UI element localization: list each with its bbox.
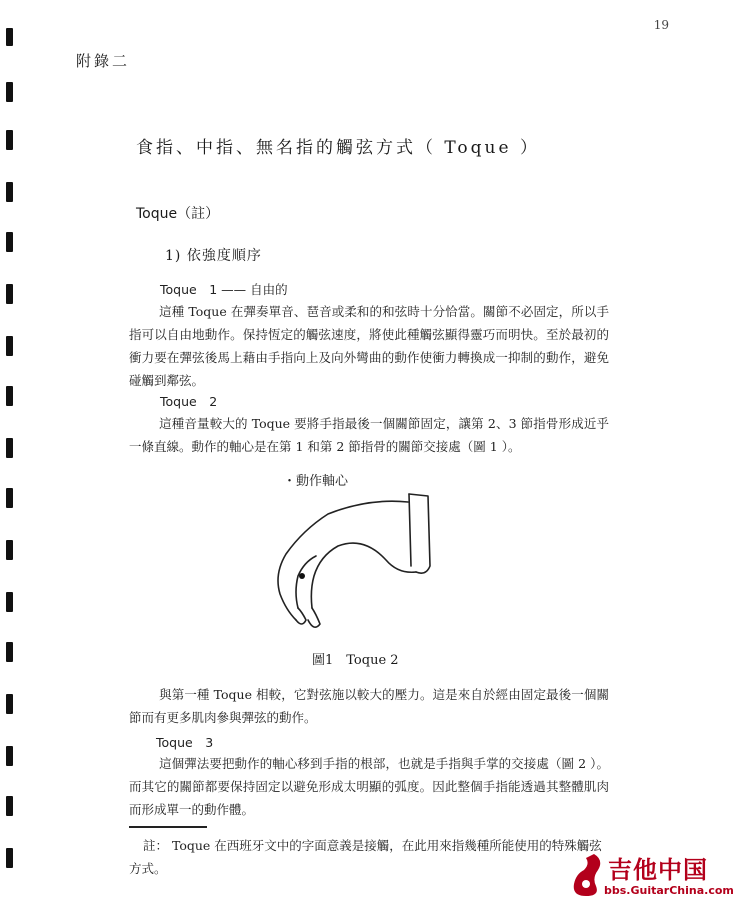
page-title: 食指、中指、無名指的觸弦方式（ Toque ）	[136, 138, 540, 158]
pivot-dot	[299, 573, 305, 579]
toque2-label: Toque 2	[160, 394, 218, 409]
toque2-followup-paragraph	[129, 683, 609, 729]
footnote	[129, 834, 609, 880]
toque1-text: 這種 Toque 在彈奏單音、琶音或柔和的和弦時十分恰當。關節不必固定，所以手指可以自由地動作。保持恆定的觸弦速度，將使此種觸弦顯得靈巧而明快。至於最初的衝力要在彈弦後馬上藉由手指向上及向外彎曲的動作使衝力轉換成一抑制的動作，避免碰觸到鄰弦。	[129, 304, 609, 388]
footnote-text: 註： Toque 在西班牙文中的字面意義是接觸，在此用來指幾種所能使用的特殊觸弦方式。	[129, 838, 602, 876]
toque1-label: Toque 1 —— 自由的	[160, 282, 288, 297]
watermark-text: 吉他中国	[608, 856, 708, 884]
toque2-text: 這種音量較大的 Toque 要將手指最後一個關節固定，讓第 2、3 節指骨形成近乎一條直線。動作的軸心是在第 1 和第 2 節指骨的關節交接處（圖 1 ）。	[129, 416, 609, 454]
watermark-url: bbs.GuitarChina.com	[604, 884, 734, 897]
toque3-paragraph	[129, 752, 609, 821]
middle-fingertip	[308, 608, 320, 627]
hand-back-outline	[409, 494, 430, 573]
pivot-label: ・動作軸心	[283, 474, 349, 489]
finger-diagram	[268, 486, 448, 646]
toque2-followup-text: 與第一種 Toque 相較，它對弦施以較大的壓力。這是來自於經由固定最後一個關節而有更多肌肉參與彈弦的動作。	[129, 687, 609, 725]
section-heading: 1) 依強度順序	[165, 248, 262, 264]
appendix-heading: 附錄二	[76, 52, 131, 70]
toque3-text: 這個彈法要把動作的軸心移到手指的根部，也就是手指與手掌的交接處（圖 2 ）。而其它的關節都要保持固定以避免形成太明顯的弧度。因此整個手指能透過其整體肌肉而形成單一的動作體。	[129, 756, 609, 817]
figure-caption: 圖1 Toque 2	[312, 653, 399, 668]
page-number: 19	[653, 18, 669, 32]
binding-holes	[0, 0, 20, 906]
site-watermark	[564, 848, 734, 902]
toque2-paragraph	[129, 412, 609, 458]
subtitle-note-ref: （註）	[177, 206, 220, 222]
subtitle-term: Toque	[136, 206, 178, 222]
hand-wrist-line	[409, 494, 411, 566]
toque1-paragraph	[129, 300, 609, 392]
toque3-label: Toque 3	[156, 735, 214, 750]
subtitle	[136, 203, 219, 223]
footnote-rule	[129, 826, 207, 828]
palm-underside-outline	[311, 543, 416, 608]
guitar-logo-icon	[564, 850, 608, 900]
index-fingertip	[296, 608, 306, 624]
